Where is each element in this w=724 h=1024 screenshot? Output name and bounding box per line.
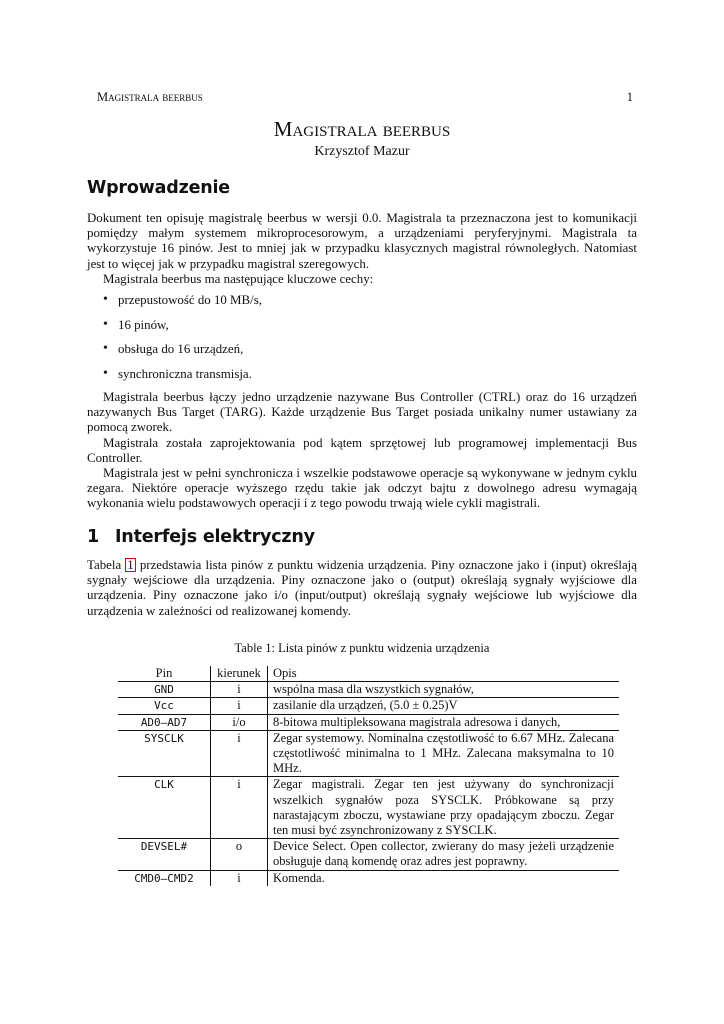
section-1-heading xyxy=(87,527,315,547)
table-row xyxy=(118,777,619,839)
section-title: Interfejs elektryczny xyxy=(115,527,315,547)
intro-paragraph-2: Magistrala beerbus ma następujące kluczowe cechy: xyxy=(103,271,374,286)
table-row xyxy=(118,682,619,698)
direction-cell: i xyxy=(211,870,268,886)
table-row xyxy=(118,870,619,886)
direction-cell: i xyxy=(211,730,268,777)
direction-cell: i xyxy=(211,698,268,714)
table-row xyxy=(118,839,619,870)
description-cell: wspólna masa dla wszystkich sygnałów, xyxy=(268,682,620,698)
direction-cell: o xyxy=(211,839,268,870)
section-number: 1 xyxy=(87,527,99,547)
description-cell: Device Select. Open collector, zwierany do masy jeżeli urządzenie obsługuje daną komendę oraz adres jest poprawny. xyxy=(268,839,620,870)
intro-paragraph-4: Magistrala została zaprojektowania pod kątem sprzętowej lub programowej implementacji Bus Controller. xyxy=(87,435,637,465)
intro-paragraph-3: Magistrala beerbus łączy jedno urządzenie nazywane Bus Controller (CTRL) oraz do 16 urządzeń nazywanych Bus Target (TARG). Każde urządzenie Bus Target posiada unikalny numer ustawiany za pomocą zworek. Magistrala została zaprojektowania pod kątem sprzętowej lub programowej implementacji Bus Controller. Magistrala jest w pełni synchronicza i wszelkie podstawowe operacje są wykonywane w jednym cyklu zegara. Niektóre operacje wyższego rzędu takie jak odczyt bajtu z dowolnego adresu wymagają wykonania wielu podstawowych operacji i z tego powodu trwają wiele cykli magistrali. xyxy=(87,390,637,511)
intro-heading: Wprowadzenie xyxy=(87,178,230,198)
pin-cell: CMD0–CMD2 xyxy=(134,871,194,885)
table-header-row xyxy=(118,666,619,682)
feature-list xyxy=(103,293,262,391)
pin-table xyxy=(118,666,619,886)
table-caption: Table 1: Lista pinów z punktu widzenia urządzenia xyxy=(234,641,490,655)
pin-cell: AD0–AD7 xyxy=(118,714,211,730)
column-header-direction: kierunek xyxy=(211,666,268,682)
list-item: • przepustowość do 10 MB/s, xyxy=(103,293,262,318)
pin-cell: DEVSEL# xyxy=(118,839,211,870)
pin-cell: GND xyxy=(118,682,211,698)
intro-paragraph-1: Dokument ten opisuję magistralę beerbus w wersji 0.0. Magistrala ta przeznaczona jest to komunikacji pomiędzy małym systemem mikroprocesorowym, a urządzeniami peryferyjnymi. Magistrala ta wykorzystuje 16 pinów. Jest to mniej jak w przypadku klasycznych magistral równoległych. Natomiast jest to więcej jak w przypadku magistral szeregowych. Magistrala beerbus ma następujące kluczowe cechy: xyxy=(87,211,637,286)
list-item: • 16 pinów, xyxy=(103,318,262,343)
table-reference-link[interactable]: 1 xyxy=(127,558,134,572)
description-cell: zasilanie dla urządzeń, (5.0 ± 0.25)V xyxy=(268,698,620,714)
description-cell: Komenda. xyxy=(273,870,325,885)
list-item: • obsługa do 16 urządzeń, xyxy=(103,342,262,367)
document-author: Krzysztof Mazur xyxy=(314,144,410,159)
pin-cell: CLK xyxy=(118,777,211,839)
direction-cell: i xyxy=(211,777,268,839)
intro-paragraph-5: Magistrala jest w pełni synchronicza i wszelkie podstawowe operacje są wykonywane w jednym cyklu zegara. Niektóre operacje wyższego rzędu takie jak odczyt bajtu z dowolnego adresu wymagają wykonania wielu podstawowych operacji i z tego powodu trwają wiele cykli magistrali. xyxy=(87,466,637,511)
direction-cell: i xyxy=(211,682,268,698)
pin-cell: SYSCLK xyxy=(118,730,211,777)
document-title: Magistrala beerbus xyxy=(273,117,451,141)
table-row xyxy=(118,698,619,714)
column-header-pin: Pin xyxy=(118,666,211,682)
running-header-title: Magistrala beerbus xyxy=(97,90,203,104)
page-number: 1 xyxy=(626,90,633,104)
section-1-paragraph: Tabela 1 przedstawia lista pinów z punktu widzenia urządzenia. Piny oznaczone jako i (input) określają sygnały wejściowe dla urządzenia. Piny oznaczone jako o (output) określają sygnały wyjściowe dla urządzenia. Piny oznaczone jako i/o (input/output) określają sygnały wejściowe lub wyjściowe dla urządzenia w zależności od realizowanej komendy. xyxy=(87,558,637,618)
description-cell: 8-bitowa multipleksowana magistrala adresowa i danych, xyxy=(268,714,620,730)
description-cell: Zegar systemowy. Nominalna częstotliwość to 6.67 MHz. Zalecana częstotliwość minimalna to 1 MHz. Zalecana maksymalna to 10 MHz. xyxy=(268,730,620,777)
table-row xyxy=(118,730,619,777)
column-header-description: Opis xyxy=(268,666,620,682)
pin-cell: Vcc xyxy=(118,698,211,714)
list-item: • synchroniczna transmisja. xyxy=(103,367,262,392)
direction-cell: i/o xyxy=(211,714,268,730)
description-cell: Zegar magistrali. Zegar ten jest używany do synchronizacji wszelkich sygnałów poza SYSCLK. Próbkowane są przy narastającym zboczu, wystawiane przy opadającym zboczu. Zegar ten musi być zsynchronizowany z SYSCLK. xyxy=(268,777,620,839)
table-row xyxy=(118,714,619,730)
